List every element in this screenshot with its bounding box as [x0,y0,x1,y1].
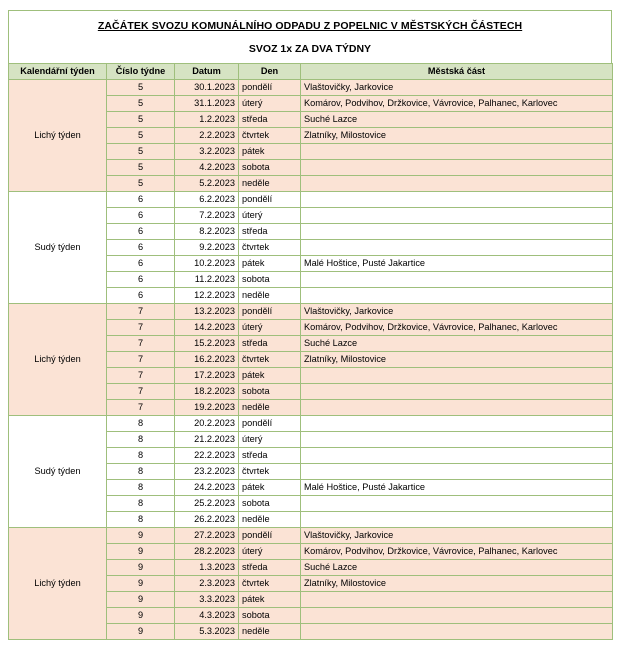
week-number-cell: 8 [107,480,175,496]
week-number-cell: 5 [107,80,175,96]
date-cell: 6.2.2023 [175,192,239,208]
week-number-cell: 9 [107,624,175,640]
week-number-cell: 6 [107,288,175,304]
city-district-cell: Komárov, Podvihov, Držkovice, Vávrovice, Palhanec, Karlovec [301,96,613,112]
day-cell: čtvrtek [239,352,301,368]
day-cell: sobota [239,496,301,512]
week-parity-cell: Sudý týden [9,192,107,304]
column-header-kalendarni-tyden: Kalendářní týden [9,64,107,80]
city-district-cell: Vlaštovičky, Jarkovice [301,80,613,96]
date-cell: 19.2.2023 [175,400,239,416]
table-row [9,192,613,208]
date-cell: 22.2.2023 [175,448,239,464]
date-cell: 30.1.2023 [175,80,239,96]
date-cell: 5.2.2023 [175,176,239,192]
column-header-datum: Datum [175,64,239,80]
date-cell: 4.3.2023 [175,608,239,624]
day-cell: pátek [239,480,301,496]
city-district-cell [301,416,613,432]
day-cell: sobota [239,608,301,624]
week-number-cell: 6 [107,272,175,288]
date-cell: 1.2.2023 [175,112,239,128]
date-cell: 16.2.2023 [175,352,239,368]
week-number-cell: 8 [107,416,175,432]
week-parity-cell: Sudý týden [9,416,107,528]
city-district-cell [301,400,613,416]
city-district-cell [301,368,613,384]
city-district-cell [301,224,613,240]
city-district-cell [301,192,613,208]
day-cell: úterý [239,544,301,560]
column-header-mestska-cast: Městská část [301,64,613,80]
week-number-cell: 9 [107,608,175,624]
week-number-cell: 6 [107,208,175,224]
day-cell: středa [239,448,301,464]
city-district-cell [301,384,613,400]
day-cell: pátek [239,256,301,272]
city-district-cell: Zlatníky, Milostovice [301,128,613,144]
day-cell: pátek [239,368,301,384]
date-cell: 10.2.2023 [175,256,239,272]
table-header-row [9,64,613,80]
day-cell: čtvrtek [239,128,301,144]
week-number-cell: 6 [107,192,175,208]
day-cell: neděle [239,176,301,192]
week-number-cell: 8 [107,432,175,448]
week-parity-cell: Lichý týden [9,80,107,192]
day-cell: středa [239,336,301,352]
day-cell: pondělí [239,192,301,208]
city-district-cell [301,432,613,448]
table-row [9,80,613,96]
week-number-cell: 8 [107,512,175,528]
day-cell: čtvrtek [239,464,301,480]
city-district-cell: Vlaštovičky, Jarkovice [301,528,613,544]
date-cell: 18.2.2023 [175,384,239,400]
city-district-cell [301,608,613,624]
date-cell: 4.2.2023 [175,160,239,176]
week-number-cell: 8 [107,464,175,480]
city-district-cell [301,448,613,464]
day-cell: úterý [239,432,301,448]
city-district-cell: Vlaštovičky, Jarkovice [301,304,613,320]
week-number-cell: 7 [107,320,175,336]
day-cell: pondělí [239,528,301,544]
city-district-cell: Suché Lazce [301,560,613,576]
day-cell: pátek [239,592,301,608]
table-row [9,304,613,320]
city-district-cell [301,624,613,640]
city-district-cell [301,160,613,176]
date-cell: 25.2.2023 [175,496,239,512]
day-cell: sobota [239,272,301,288]
city-district-cell: Suché Lazce [301,112,613,128]
day-cell: úterý [239,96,301,112]
date-cell: 7.2.2023 [175,208,239,224]
week-parity-cell: Lichý týden [9,304,107,416]
date-cell: 26.2.2023 [175,512,239,528]
date-cell: 3.2.2023 [175,144,239,160]
city-district-cell [301,512,613,528]
page-title: ZAČÁTEK SVOZU KOMUNÁLNÍHO ODPADU Z POPELNIC V MĚSTSKÝCH ČÁSTECH [97,20,523,32]
date-cell: 17.2.2023 [175,368,239,384]
schedule-table [8,63,613,640]
week-number-cell: 9 [107,560,175,576]
week-number-cell: 7 [107,336,175,352]
date-cell: 8.2.2023 [175,224,239,240]
column-header-cislo-tydne: Číslo týdne [107,64,175,80]
table-row [9,528,613,544]
week-number-cell: 7 [107,400,175,416]
day-cell: neděle [239,400,301,416]
column-header-den: Den [239,64,301,80]
day-cell: neděle [239,288,301,304]
date-cell: 11.2.2023 [175,272,239,288]
date-cell: 15.2.2023 [175,336,239,352]
date-cell: 20.2.2023 [175,416,239,432]
week-number-cell: 7 [107,352,175,368]
week-number-cell: 7 [107,384,175,400]
city-district-cell: Komárov, Podvihov, Držkovice, Vávrovice, Palhanec, Karlovec [301,320,613,336]
date-cell: 21.2.2023 [175,432,239,448]
document-header [8,10,612,63]
date-cell: 14.2.2023 [175,320,239,336]
city-district-cell [301,144,613,160]
week-number-cell: 7 [107,304,175,320]
date-cell: 1.3.2023 [175,560,239,576]
table-row [9,416,613,432]
day-cell: neděle [239,512,301,528]
day-cell: pondělí [239,416,301,432]
day-cell: středa [239,112,301,128]
day-cell: neděle [239,624,301,640]
day-cell: středa [239,560,301,576]
city-district-cell [301,464,613,480]
date-cell: 2.2.2023 [175,128,239,144]
city-district-cell: Komárov, Podvihov, Držkovice, Vávrovice, Palhanec, Karlovec [301,544,613,560]
week-parity-cell: Lichý týden [9,528,107,640]
city-district-cell: Zlatníky, Milostovice [301,576,613,592]
city-district-cell [301,592,613,608]
week-number-cell: 9 [107,592,175,608]
date-cell: 13.2.2023 [175,304,239,320]
week-number-cell: 5 [107,144,175,160]
week-number-cell: 9 [107,576,175,592]
city-district-cell [301,496,613,512]
table-body [9,80,613,640]
city-district-cell: Malé Hoštice, Pusté Jakartice [301,480,613,496]
day-cell: sobota [239,160,301,176]
date-cell: 23.2.2023 [175,464,239,480]
date-cell: 12.2.2023 [175,288,239,304]
date-cell: 5.3.2023 [175,624,239,640]
table-header [9,64,613,80]
day-cell: středa [239,224,301,240]
day-cell: čtvrtek [239,576,301,592]
day-cell: pondělí [239,304,301,320]
week-number-cell: 8 [107,496,175,512]
week-number-cell: 5 [107,96,175,112]
date-cell: 2.3.2023 [175,576,239,592]
date-cell: 9.2.2023 [175,240,239,256]
city-district-cell [301,208,613,224]
city-district-cell [301,240,613,256]
date-cell: 24.2.2023 [175,480,239,496]
week-number-cell: 5 [107,160,175,176]
date-cell: 27.2.2023 [175,528,239,544]
week-number-cell: 9 [107,528,175,544]
city-district-cell: Malé Hoštice, Pusté Jakartice [301,256,613,272]
week-number-cell: 7 [107,368,175,384]
day-cell: pátek [239,144,301,160]
city-district-cell [301,176,613,192]
week-number-cell: 6 [107,256,175,272]
date-cell: 28.2.2023 [175,544,239,560]
week-number-cell: 8 [107,448,175,464]
day-cell: sobota [239,384,301,400]
week-number-cell: 5 [107,176,175,192]
day-cell: úterý [239,320,301,336]
week-number-cell: 6 [107,224,175,240]
day-cell: pondělí [239,80,301,96]
week-number-cell: 5 [107,112,175,128]
day-cell: čtvrtek [239,240,301,256]
city-district-cell: Suché Lazce [301,336,613,352]
date-cell: 31.1.2023 [175,96,239,112]
day-cell: úterý [239,208,301,224]
week-number-cell: 9 [107,544,175,560]
city-district-cell [301,272,613,288]
week-number-cell: 5 [107,128,175,144]
page-subtitle: SVOZ 1x ZA DVA TÝDNY [248,43,372,55]
city-district-cell: Zlatníky, Milostovice [301,352,613,368]
date-cell: 3.3.2023 [175,592,239,608]
city-district-cell [301,288,613,304]
week-number-cell: 6 [107,240,175,256]
